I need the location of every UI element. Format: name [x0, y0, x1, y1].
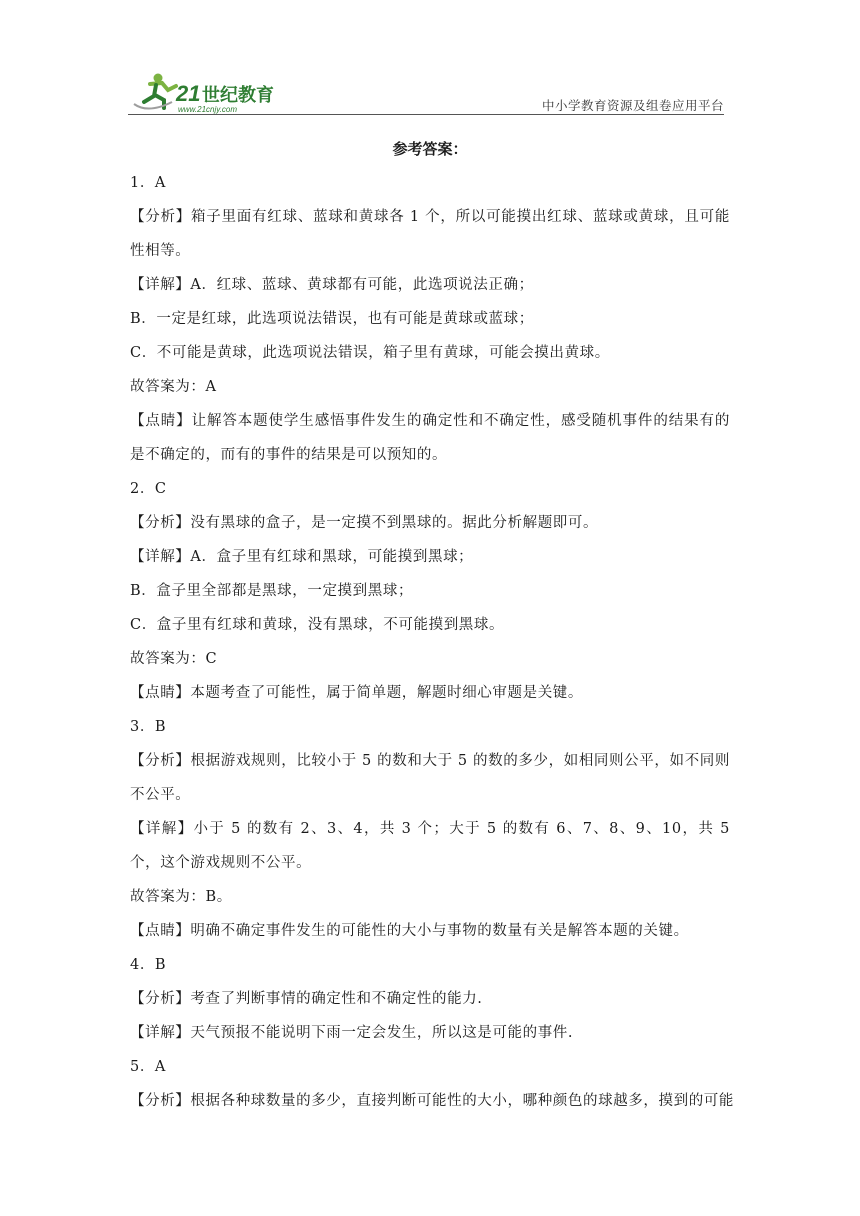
21cnjy-logo: [128, 70, 298, 116]
answer-line: 4．B: [130, 957, 167, 973]
answer-line: 【分析】考查了判断事情的确定性和不确定性的能力.: [130, 991, 483, 1007]
answer-line: B．盒子里全部都是黑球，一定摸到黑球；: [130, 583, 414, 599]
answer-paragraph: 【分析】箱子里面有红球、蓝球和黄球各 1 个，所以可能摸出红球、蓝球或黄球，且可能性相等。: [130, 209, 730, 259]
answer-line: 【详解】天气预报不能说明下雨一定会发生，所以这是可能的事件.: [130, 1025, 574, 1041]
answer-content: [130, 166, 734, 1118]
answer-line: 故答案为：C: [130, 651, 218, 667]
page-header: [128, 68, 724, 116]
answer-line: C．不可能是黄球，此选项说法错误，箱子里有黄球，可能会摸出黄球。: [130, 345, 610, 361]
answer-line: B．一定是红球，此选项说法错误，也有可能是黄球或蓝球；: [130, 311, 534, 327]
answer-line: 1．A: [130, 175, 166, 191]
header-rule: [128, 114, 724, 115]
answer-paragraph: 【点睛】让解答本题使学生感悟事件发生的确定性和不确定性，感受随机事件的结果有的是不确定的，而有的事件的结果是可以预知的。: [130, 413, 730, 463]
answer-line: 【点睛】明确不确定事件发生的可能性的大小与事物的数量有关是解答本题的关键。: [130, 923, 689, 939]
answer-line: 【分析】根据各种球数量的多少，直接判断可能性的大小，哪种颜色的球越多，摸到的可能: [130, 1093, 734, 1109]
answer-line: 3．B: [130, 719, 167, 735]
answer-line: C．盒子里有红球和黄球，没有黑球，不可能摸到黑球。: [130, 617, 505, 633]
svg-text:21: 21: [176, 81, 201, 106]
answer-paragraph: 【分析】根据游戏规则，比较小于 5 的数和大于 5 的数的多少，如相同则公平，如不同则不公平。: [130, 753, 730, 803]
svg-text:www.21cnjy.com: www.21cnjy.com: [178, 105, 237, 114]
answer-line: 【分析】没有黑球的盒子，是一定摸不到黑球的。据此分析解题即可。: [130, 515, 599, 531]
answer-line: 故答案为：B。: [130, 889, 232, 905]
answer-paragraph: 【详解】小于 5 的数有 2、3、4，共 3 个；大于 5 的数有 6、7、8、9、10，共 5 个，这个游戏规则不公平。: [130, 821, 730, 871]
platform-name: 中小学教育资源及组卷应用平台: [541, 98, 724, 113]
answer-line: 故答案为：A: [130, 379, 217, 395]
answer-line: 【详解】A．盒子里有红球和黑球，可能摸到黑球；: [130, 549, 474, 565]
answer-line: 2．C: [130, 481, 167, 497]
answer-line: 【点睛】本题考查了可能性，属于简单题，解题时细心审题是关键。: [130, 685, 583, 701]
answer-line: 5．A: [130, 1059, 166, 1075]
svg-text:世纪教育: 世纪教育: [202, 85, 274, 106]
answer-line: 【详解】A．红球、蓝球、黄球都有可能，此选项说法正确；: [130, 277, 534, 293]
page-title: 参考答案：: [392, 140, 468, 158]
